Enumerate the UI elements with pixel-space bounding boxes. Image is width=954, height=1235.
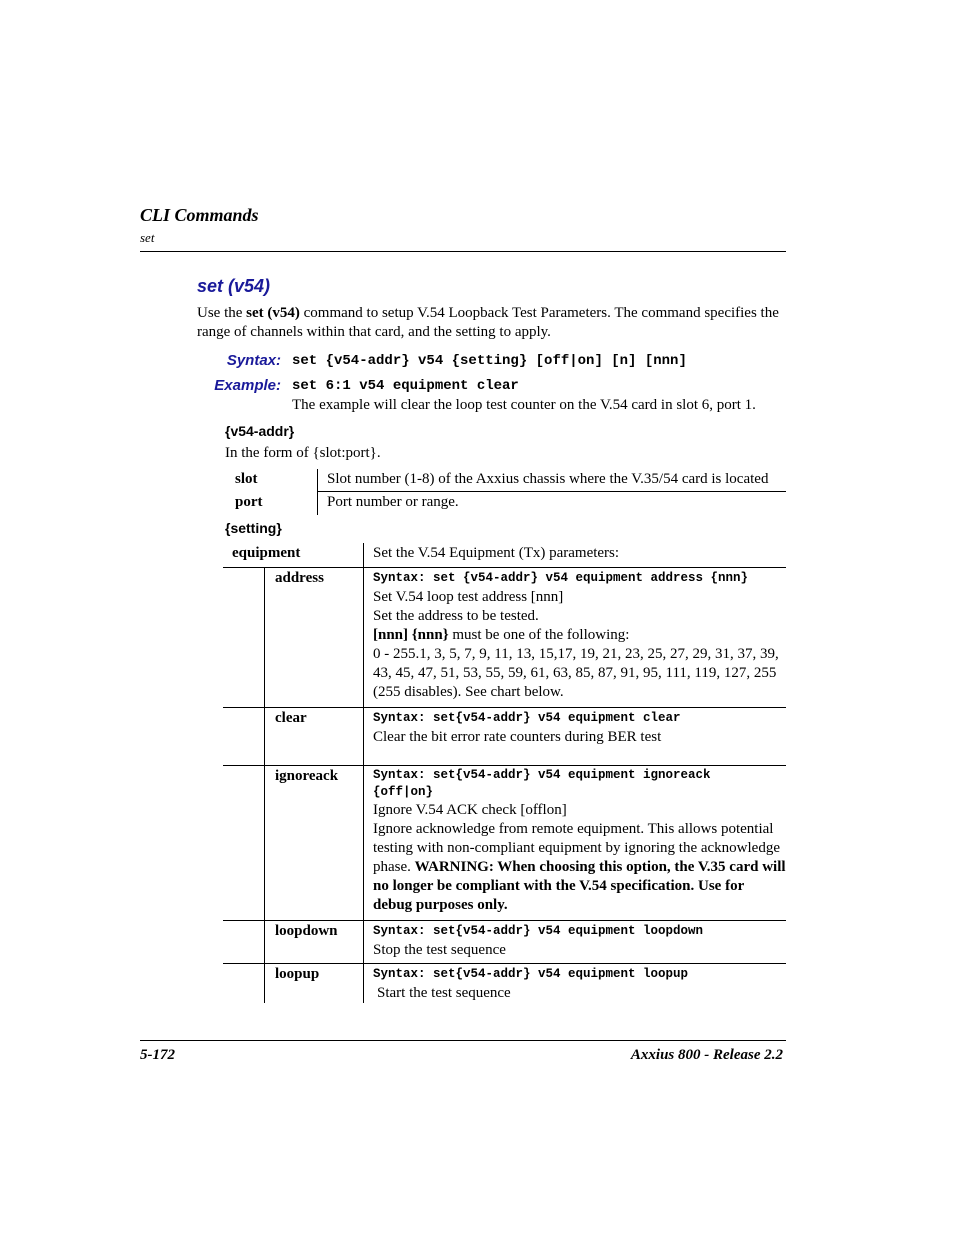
setting-key-equipment: equipment [223,543,364,568]
ignoreack-line2-plain: Ignore acknowledge from remote equipment. This allows potential testing with non-compliant equipment by ignoring the acknowledge phase. [373,821,780,875]
syntax-text: set {v54-addr} v54 {setting} [off|on] [n] [nnn] [292,353,687,369]
addr-table [225,469,786,515]
table-row [223,708,786,766]
setting-key-address: address [265,568,364,708]
table-row [223,766,786,921]
setting-key-loopdown: loopdown [265,921,364,964]
table-spacer [223,964,265,1004]
intro-command: set (v54) [246,305,300,321]
setting-key-loopup: loopup [265,964,364,1004]
addr-value-slot: Slot number (1-8) of the Axxius chassis where the V.35/54 card is located [318,469,787,492]
address-line1: Set V.54 loop test address [nnn] [373,589,564,605]
addr-description: In the form of {slot:port}. [225,445,381,461]
ignoreack-line2 [373,820,786,915]
table-row [223,921,786,964]
ignoreack-warning: WARNING: When choosing this option, the V.35 card will no longer be compliant with the V.54 specification. Use for debug purposes only. [373,859,786,913]
address-values: 0 - 255.1, 3, 5, 7, 9, 11, 13, 15,17, 19, 21, 23, 25, 27, 29, 31, 37, 39, 43, 45, 47, 51, 53, 55, 59, 61, 63, 85, 87, 91, 95, 111, 119, 127, 255 (255 disables). See chart below. [373,646,779,700]
setting-heading: {setting} [225,520,282,536]
ignoreack-syntax: Syntax: set{v54-addr} v54 equipment ignoreack {off|on} [373,768,711,799]
header-rule [140,251,786,252]
addr-key-port: port [225,492,318,515]
setting-value-ignoreack [364,766,787,921]
syntax-label: Syntax: [226,352,281,369]
address-line3-rest: must be one of the following: [448,627,630,643]
addr-value-port: Port number or range. [327,494,459,510]
setting-key-clear: clear [265,708,364,766]
loopdown-line1: Stop the test sequence [373,942,506,958]
table-spacer [223,921,265,964]
table-row [225,469,786,492]
setting-key-ignoreack: ignoreack [265,766,364,921]
address-syntax: Syntax: set {v54-addr} v54 equipment address {nnn} [373,571,749,585]
table-spacer [223,708,265,766]
chapter-title: CLI Commands [140,205,259,225]
addr-heading: {v54-addr} [225,423,295,439]
table-row [223,568,786,708]
setting-value-loopdown [364,921,787,964]
setting-value-loopup [364,964,787,1004]
table-row [223,543,786,568]
intro-paragraph [197,304,787,342]
loopdown-syntax: Syntax: set{v54-addr} v54 equipment loopdown [373,924,704,938]
table-row [225,492,786,515]
table-spacer [223,766,265,921]
footer-rule [140,1040,786,1041]
footer-product: Axxius 800 - Release 2.2 [630,1047,783,1063]
table-spacer [223,568,265,708]
example-text: set 6:1 v54 equipment clear [292,378,519,394]
chapter-subtitle: set [140,230,155,245]
ignoreack-line1: Ignore V.54 ACK check [offlon] [373,802,567,818]
clear-line1: Clear the bit error rate counters during BER test [373,729,662,745]
setting-value-address [364,568,787,708]
intro-post: command to setup V.54 Loopback Test Parameters. The command specifies the range of channels within that card, and the setting to apply. [197,305,779,340]
address-line2: Set the address to be tested. [373,608,539,624]
setting-table [223,543,786,1003]
section-title: set (v54) [197,276,271,296]
page-number: 5-172 [140,1047,175,1063]
example-description: The example will clear the loop test counter on the V.54 card in slot 6, port 1. [292,397,756,413]
address-line3 [373,626,786,645]
table-row [223,964,786,1004]
addr-key-slot: slot [225,469,318,492]
example-label: Example: [214,377,281,394]
address-line3-bold: [nnn] {nnn} [373,627,449,643]
setting-value-clear [364,708,787,766]
loopup-line1: Start the test sequence [377,985,511,1001]
clear-syntax: Syntax: set{v54-addr} v54 equipment clear [373,711,681,725]
setting-value-equipment: Set the V.54 Equipment (Tx) parameters: [373,545,620,561]
intro-pre: Use the [197,305,247,321]
loopup-syntax: Syntax: set{v54-addr} v54 equipment loopup [373,967,689,981]
